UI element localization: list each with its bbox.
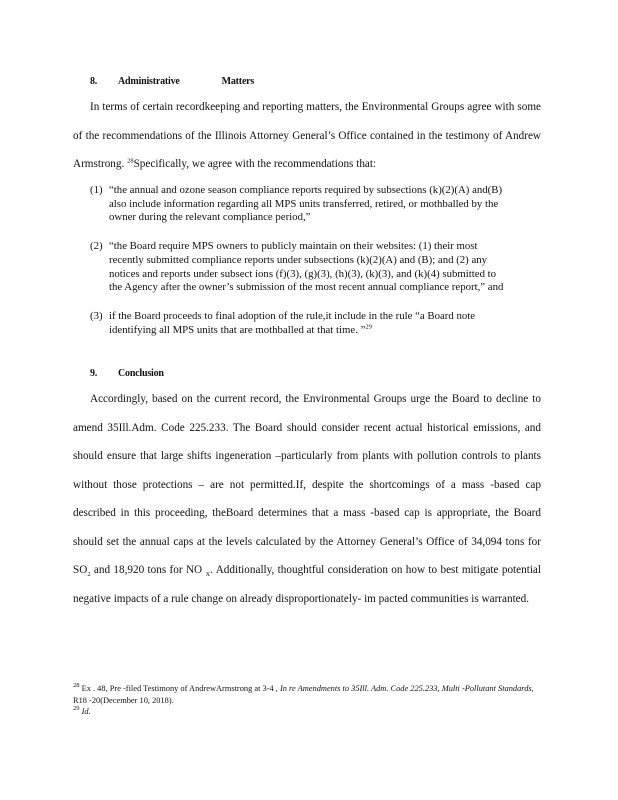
section-9-number: 9. [90, 368, 98, 379]
footnote-number: 29 [73, 705, 80, 713]
intro-paragraph [73, 93, 541, 179]
conclusion-text-c: . Additionally, thoughtful consideration on how to best mitigate potential negative impacts of a rule change on already disproportionately- im pacted communities is warranted. [73, 564, 542, 605]
section-8-number: 8. [90, 76, 98, 87]
intro-text: In terms of certain recordkeeping and reporting matters, the Environmental Groups agree with some of the recommendations of the Illinois Attorney General’s Office contained in the testimony of Andrew Armstrong. [73, 101, 541, 170]
intro-text-cont: Specifically, we agree with the recommendations that: [133, 158, 377, 170]
recommendation-text: “the annual and ozone season compliance reports required by subsections (k)(2)(A) and(B) also include information regarding all MPS units transferred, retired, or mothballed by the owner during the relevant compliance period,” [109, 184, 503, 224]
footnote-citation: Id [81, 707, 89, 717]
section-9-title: Conclusion [118, 368, 164, 379]
section-9-heading [90, 368, 164, 379]
list-marker: (1) [90, 184, 103, 196]
footnote-text-after: , R18 -20(December 10, 2018). [73, 684, 534, 705]
recommendation-item [90, 184, 510, 225]
footnote-ref-28[interactable]: 28 [127, 157, 134, 165]
footnote-ref-29[interactable]: 29 [365, 323, 372, 331]
footnotes [73, 683, 543, 718]
recommendation-text: if the Board proceeds to final adoption of the rule,it include in the rule “a Board note identifying all MPS units that are mothballed at that time. ” [109, 309, 476, 336]
conclusion-text-b: and 18,920 tons for NO [93, 564, 203, 576]
recommendation-item [90, 240, 510, 295]
footnote-text: Ex . 48, Pre -filed Testimony of AndrewArmstrong at 3-4 , [81, 684, 278, 693]
footnote-28 [73, 683, 543, 706]
recommendation-item [90, 310, 510, 337]
footnote-number: 28 [73, 682, 80, 690]
list-marker: (2) [90, 240, 103, 253]
section-8-title-a: Administrative [118, 76, 180, 87]
footnote-citation: In re Amendments to 35Ill. Adm. Code 225.233, Multi -Pollutant Standards [279, 684, 532, 693]
so2-subscript: 2 [87, 571, 91, 579]
recommendations-list [90, 184, 510, 352]
conclusion-text-a: Accordingly, based on the current record, the Environmental Groups urge the Board to decline to amend 35Ill.Adm. Code 225.233. The Board should consider recent actual historical emissions, and should ensure that large shifts ingeneration –particularly from plants with pollution controls to plants without those protections – are not permitted.If, despite the shortcomings of a mass -based cap described in this proceeding, theBoard determines that a mass -based cap is appropriate, the Board should set the annual caps at the levels calculated by the Attorney General’s Office of 34,094 tons for SO [73, 393, 541, 576]
list-marker: (3) [90, 309, 103, 322]
section-8-heading [90, 76, 254, 87]
section-8-title-b: Matters [221, 76, 255, 87]
nox-subscript: X [205, 571, 211, 579]
conclusion-paragraph [73, 385, 541, 613]
recommendation-text: “the Board require MPS owners to publicly maintain on their websites: (1) their most recently submitted compliance reports under subsections (k)(2)(A) and (B); and (2) any notices and reports under subsect ions (f)(3), (g)(3), (h)(3), (k)(3), and (k)(4) submitted to the Agency after the owner’s submission of the most recent annual compliance report,” and [109, 240, 504, 294]
footnote-29: $^{29}$ Id. [73, 705, 91, 717]
